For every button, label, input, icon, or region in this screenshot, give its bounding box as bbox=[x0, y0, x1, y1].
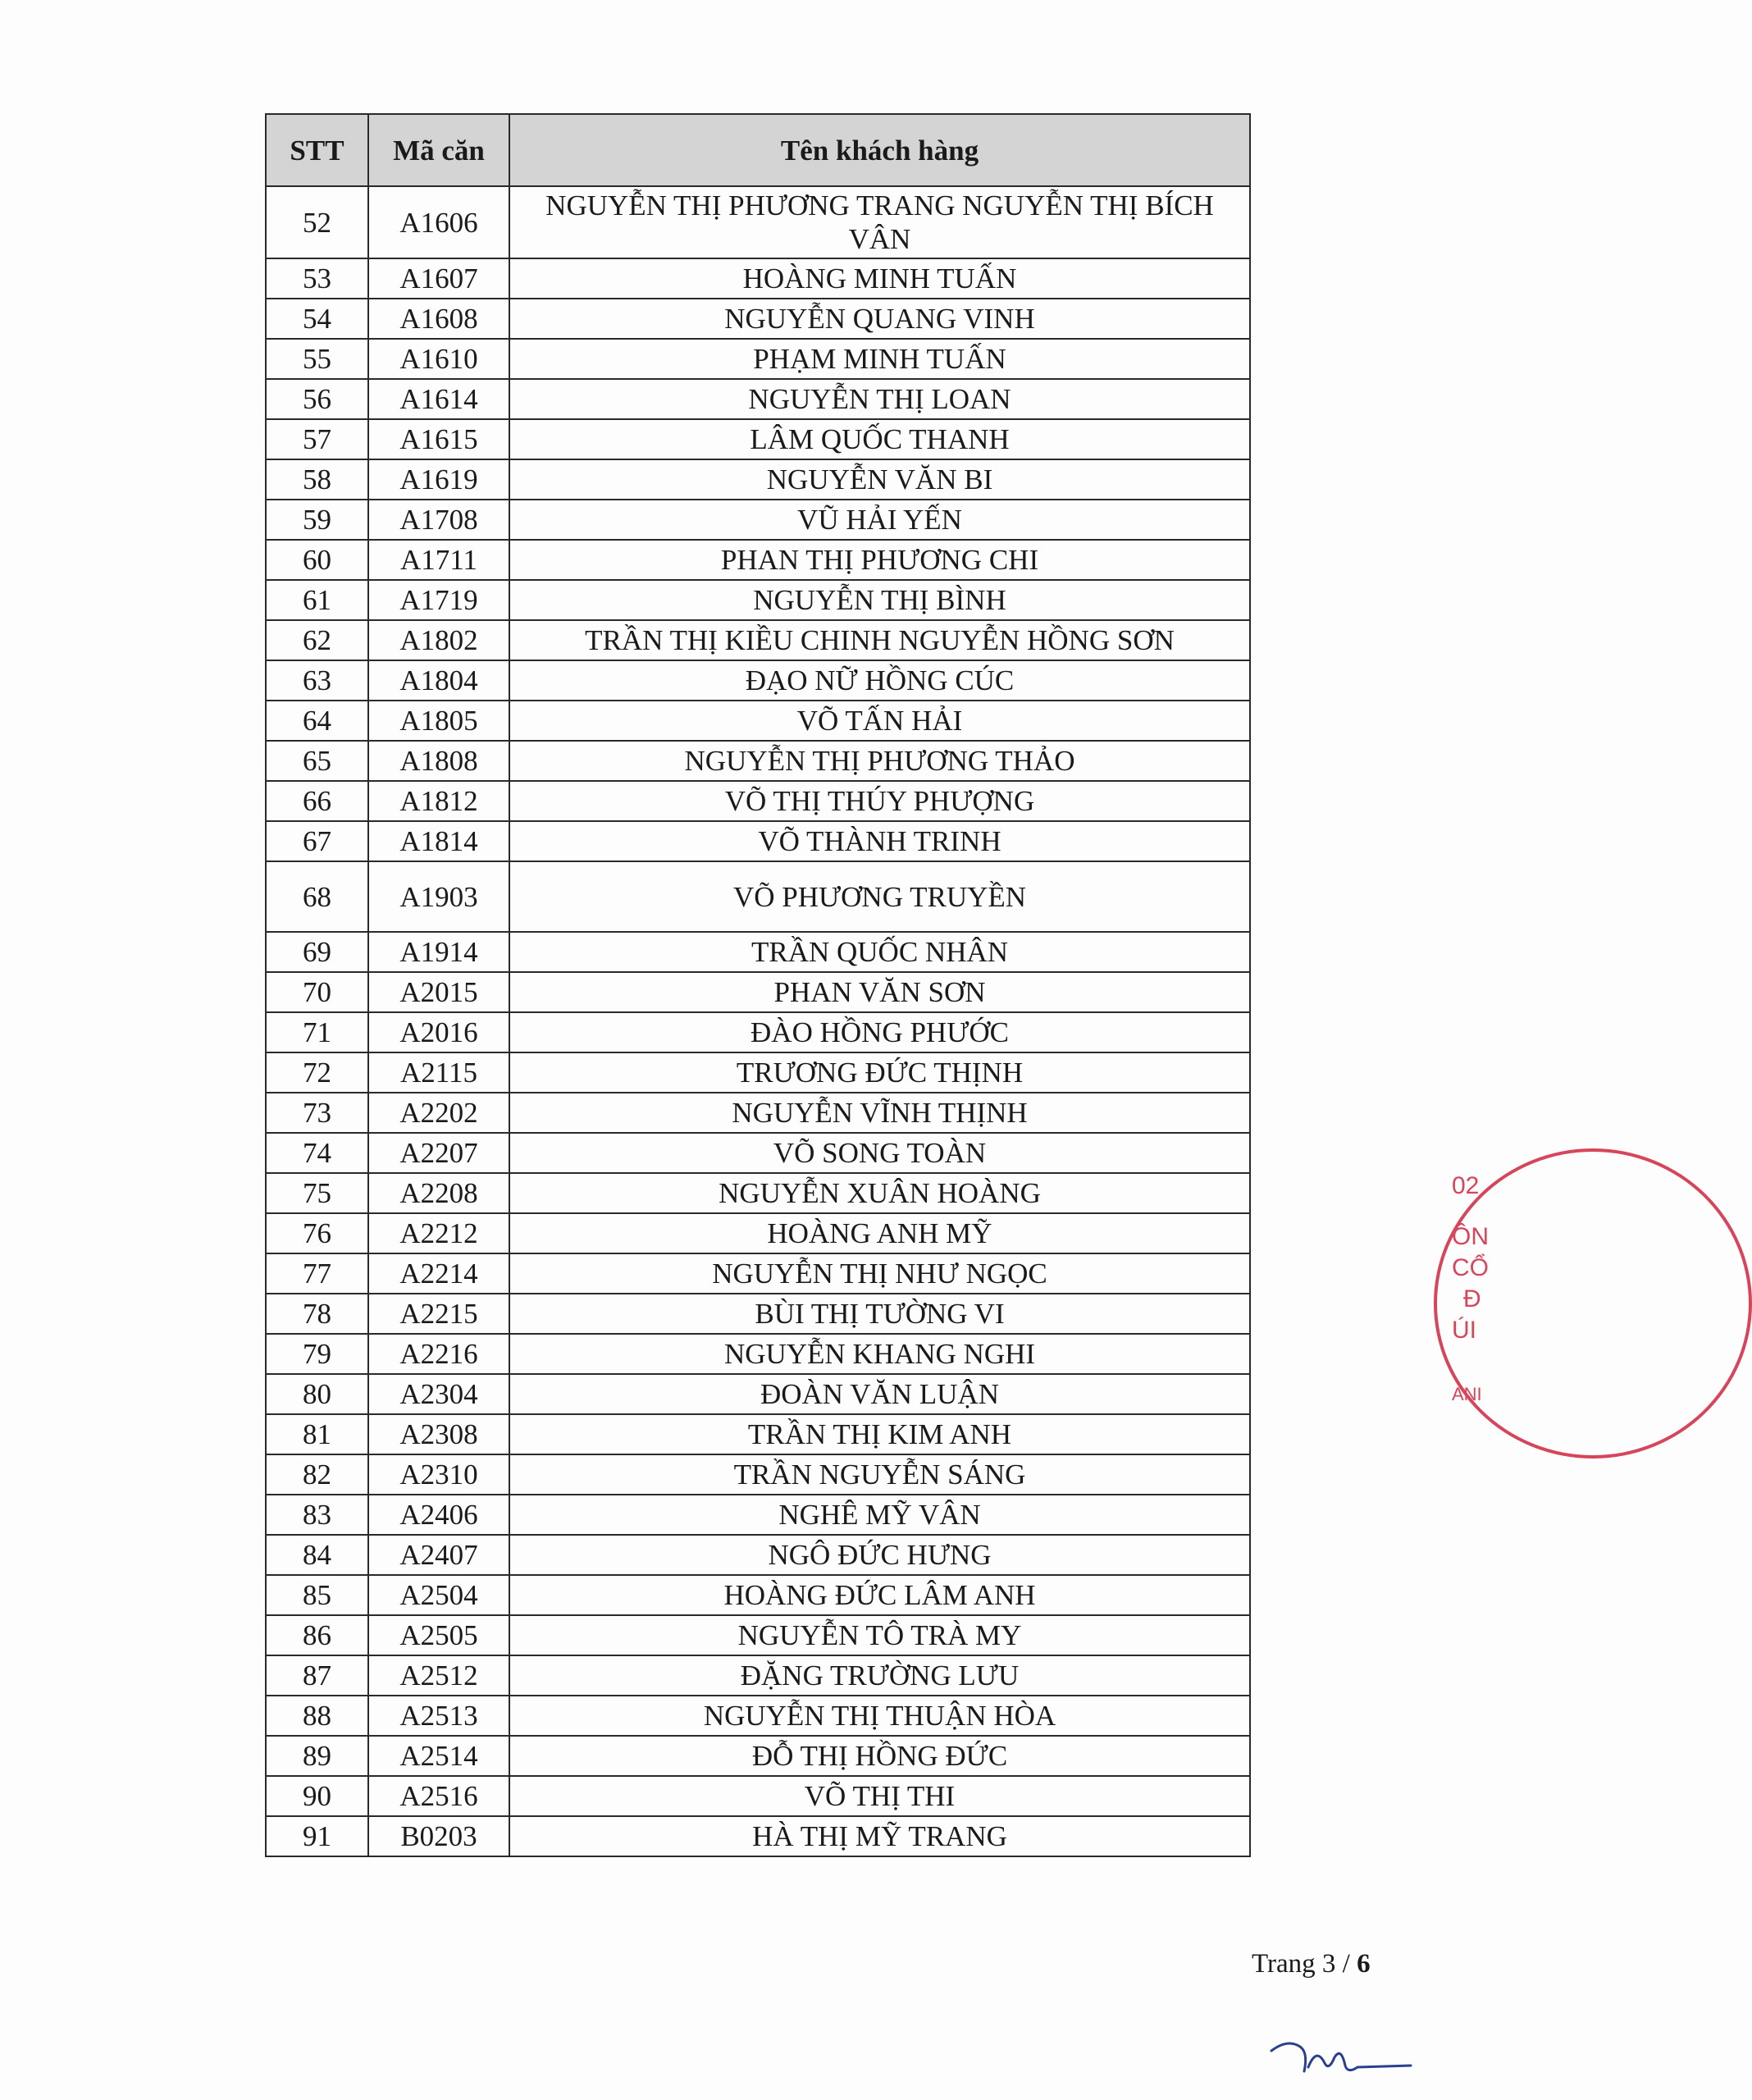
cell-ten-khach-hang: NGUYỄN QUANG VINH bbox=[509, 299, 1250, 339]
cell-ten-khach-hang: VÕ TẤN HẢI bbox=[509, 701, 1250, 741]
cell-stt: 81 bbox=[266, 1414, 368, 1454]
cell-ten-khach-hang: NGUYỄN THỊ PHƯƠNG TRANG NGUYỄN THỊ BÍCH VÂN bbox=[509, 186, 1250, 258]
cell-ten-khach-hang: HOÀNG MINH TUẤN bbox=[509, 258, 1250, 299]
cell-ma-can: A1711 bbox=[368, 540, 509, 580]
cell-stt: 58 bbox=[266, 459, 368, 500]
cell-ten-khach-hang: NGHÊ MỸ VÂN bbox=[509, 1495, 1250, 1535]
cell-stt: 74 bbox=[266, 1133, 368, 1173]
cell-ten-khach-hang: ĐÀO HỒNG PHƯỚC bbox=[509, 1012, 1250, 1052]
table-row bbox=[266, 540, 1250, 580]
cell-ma-can: A1808 bbox=[368, 741, 509, 781]
stamp-text-3: CỔ bbox=[1452, 1254, 1489, 1281]
page-label: Trang 3 / bbox=[1252, 1949, 1350, 1979]
cell-ten-khach-hang: ĐẶNG TRƯỜNG LƯU bbox=[509, 1655, 1250, 1696]
table-row bbox=[266, 781, 1250, 821]
cell-stt: 53 bbox=[266, 258, 368, 299]
cell-ma-can: A1614 bbox=[368, 379, 509, 419]
cell-ten-khach-hang: NGUYỄN VĂN BI bbox=[509, 459, 1250, 500]
cell-stt: 83 bbox=[266, 1495, 368, 1535]
cell-stt: 61 bbox=[266, 580, 368, 620]
cell-stt: 86 bbox=[266, 1615, 368, 1655]
cell-ten-khach-hang: ĐỖ THỊ HỒNG ĐỨC bbox=[509, 1736, 1250, 1776]
cell-stt: 66 bbox=[266, 781, 368, 821]
table-row bbox=[266, 1173, 1250, 1213]
cell-ma-can: A1607 bbox=[368, 258, 509, 299]
table-row bbox=[266, 1454, 1250, 1495]
cell-ma-can: A1719 bbox=[368, 580, 509, 620]
table-row bbox=[266, 1093, 1250, 1133]
cell-stt: 54 bbox=[266, 299, 368, 339]
customer-table-container bbox=[265, 113, 1249, 1857]
cell-stt: 57 bbox=[266, 419, 368, 459]
cell-stt: 72 bbox=[266, 1052, 368, 1093]
table-row bbox=[266, 1615, 1250, 1655]
cell-ma-can: A2310 bbox=[368, 1454, 509, 1495]
cell-stt: 64 bbox=[266, 701, 368, 741]
cell-ma-can: A1619 bbox=[368, 459, 509, 500]
cell-ten-khach-hang: NGUYỄN VĨNH THỊNH bbox=[509, 1093, 1250, 1133]
cell-ma-can: A1914 bbox=[368, 932, 509, 972]
red-seal-stamp bbox=[1434, 1148, 1491, 1452]
stamp-ring bbox=[1434, 1148, 1752, 1459]
cell-ten-khach-hang: VÕ PHƯƠNG TRUYỀN bbox=[509, 861, 1250, 932]
cell-stt: 68 bbox=[266, 861, 368, 932]
cell-ma-can: A2208 bbox=[368, 1173, 509, 1213]
cell-ma-can: A1802 bbox=[368, 620, 509, 660]
cell-stt: 91 bbox=[266, 1816, 368, 1856]
table-row bbox=[266, 459, 1250, 500]
cell-stt: 63 bbox=[266, 660, 368, 701]
table-row bbox=[266, 1374, 1250, 1414]
table-row bbox=[266, 379, 1250, 419]
table-row bbox=[266, 1133, 1250, 1173]
table-row bbox=[266, 1816, 1250, 1856]
cell-ma-can: A2212 bbox=[368, 1213, 509, 1253]
cell-stt: 70 bbox=[266, 972, 368, 1012]
table-row bbox=[266, 1414, 1250, 1454]
cell-ma-can: A2304 bbox=[368, 1374, 509, 1414]
cell-stt: 79 bbox=[266, 1334, 368, 1374]
table-row bbox=[266, 1253, 1250, 1294]
cell-ma-can: A2513 bbox=[368, 1696, 509, 1736]
cell-ten-khach-hang: PHAN VĂN SƠN bbox=[509, 972, 1250, 1012]
cell-ten-khach-hang: NGUYỄN THỊ BÌNH bbox=[509, 580, 1250, 620]
table-row bbox=[266, 1736, 1250, 1776]
cell-ten-khach-hang: VÕ THỊ THÚY PHƯỢNG bbox=[509, 781, 1250, 821]
cell-ten-khach-hang: TRƯƠNG ĐỨC THỊNH bbox=[509, 1052, 1250, 1093]
header-stt: STT bbox=[266, 114, 368, 186]
cell-ten-khach-hang: NGUYỄN THỊ THUẬN HÒA bbox=[509, 1696, 1250, 1736]
cell-ten-khach-hang: TRẦN THỊ KIỀU CHINH NGUYỄN HỒNG SƠN bbox=[509, 620, 1250, 660]
table-row bbox=[266, 660, 1250, 701]
table-row bbox=[266, 1012, 1250, 1052]
cell-stt: 87 bbox=[266, 1655, 368, 1696]
header-ma-can: Mã căn bbox=[368, 114, 509, 186]
cell-stt: 88 bbox=[266, 1696, 368, 1736]
table-row bbox=[266, 972, 1250, 1012]
table-row bbox=[266, 186, 1250, 258]
signature-mark bbox=[1267, 2034, 1415, 2084]
cell-ten-khach-hang: NGUYỄN THỊ NHƯ NGỌC bbox=[509, 1253, 1250, 1294]
table-row bbox=[266, 339, 1250, 379]
cell-stt: 52 bbox=[266, 186, 368, 258]
table-row bbox=[266, 1575, 1250, 1615]
table-row bbox=[266, 1495, 1250, 1535]
stamp-text-5: ÚI bbox=[1452, 1317, 1476, 1344]
table-row bbox=[266, 299, 1250, 339]
cell-ten-khach-hang: NGUYỄN TÔ TRÀ MY bbox=[509, 1615, 1250, 1655]
stamp-text-1: 02 bbox=[1452, 1172, 1480, 1199]
cell-ma-can: A2407 bbox=[368, 1535, 509, 1575]
cell-ma-can: A2216 bbox=[368, 1334, 509, 1374]
cell-ten-khach-hang: ĐOÀN VĂN LUẬN bbox=[509, 1374, 1250, 1414]
cell-stt: 82 bbox=[266, 1454, 368, 1495]
cell-ten-khach-hang: VÕ SONG TOÀN bbox=[509, 1133, 1250, 1173]
table-row bbox=[266, 1052, 1250, 1093]
cell-ma-can: A1606 bbox=[368, 186, 509, 258]
table-row bbox=[266, 741, 1250, 781]
cell-stt: 56 bbox=[266, 379, 368, 419]
cell-ten-khach-hang: NGUYỄN THỊ LOAN bbox=[509, 379, 1250, 419]
cell-stt: 78 bbox=[266, 1294, 368, 1334]
cell-ma-can: A1812 bbox=[368, 781, 509, 821]
cell-stt: 76 bbox=[266, 1213, 368, 1253]
cell-ten-khach-hang: VÕ THỊ THI bbox=[509, 1776, 1250, 1816]
cell-stt: 71 bbox=[266, 1012, 368, 1052]
cell-ten-khach-hang: NGUYỄN XUÂN HOÀNG bbox=[509, 1173, 1250, 1213]
cell-stt: 85 bbox=[266, 1575, 368, 1615]
cell-ma-can: A1804 bbox=[368, 660, 509, 701]
cell-stt: 69 bbox=[266, 932, 368, 972]
table-row bbox=[266, 580, 1250, 620]
table-row bbox=[266, 821, 1250, 861]
table-row bbox=[266, 861, 1250, 932]
cell-ma-can: A2016 bbox=[368, 1012, 509, 1052]
cell-ma-can: A2516 bbox=[368, 1776, 509, 1816]
cell-ten-khach-hang: HÀ THỊ MỸ TRANG bbox=[509, 1816, 1250, 1856]
cell-ten-khach-hang: HOÀNG ĐỨC LÂM ANH bbox=[509, 1575, 1250, 1615]
table-row bbox=[266, 1294, 1250, 1334]
stamp-text-6: ANI bbox=[1452, 1384, 1482, 1404]
total-pages: 6 bbox=[1357, 1949, 1371, 1979]
cell-ten-khach-hang: TRẦN NGUYỄN SÁNG bbox=[509, 1454, 1250, 1495]
table-row bbox=[266, 419, 1250, 459]
cell-ten-khach-hang: PHẠM MINH TUẤN bbox=[509, 339, 1250, 379]
stamp-text-2: ÔN bbox=[1452, 1223, 1489, 1250]
table-row bbox=[266, 258, 1250, 299]
cell-ma-can: A2115 bbox=[368, 1052, 509, 1093]
cell-stt: 84 bbox=[266, 1535, 368, 1575]
cell-ma-can: A2505 bbox=[368, 1615, 509, 1655]
cell-ma-can: A1608 bbox=[368, 299, 509, 339]
table-row bbox=[266, 701, 1250, 741]
cell-ten-khach-hang: ĐẠO NỮ HỒNG CÚC bbox=[509, 660, 1250, 701]
cell-ten-khach-hang: TRẦN THỊ KIM ANH bbox=[509, 1414, 1250, 1454]
cell-stt: 77 bbox=[266, 1253, 368, 1294]
cell-ten-khach-hang: NGUYỄN THỊ PHƯƠNG THẢO bbox=[509, 741, 1250, 781]
cell-ma-can: A2207 bbox=[368, 1133, 509, 1173]
table-row bbox=[266, 620, 1250, 660]
cell-ten-khach-hang: NGÔ ĐỨC HƯNG bbox=[509, 1535, 1250, 1575]
cell-stt: 59 bbox=[266, 500, 368, 540]
cell-ma-can: A2504 bbox=[368, 1575, 509, 1615]
header-ten-khach-hang: Tên khách hàng bbox=[509, 114, 1250, 186]
cell-ma-can: A1814 bbox=[368, 821, 509, 861]
cell-ten-khach-hang: TRẦN QUỐC NHÂN bbox=[509, 932, 1250, 972]
cell-ma-can: A2015 bbox=[368, 972, 509, 1012]
page-number bbox=[1252, 1947, 1371, 1980]
cell-ma-can: A2202 bbox=[368, 1093, 509, 1133]
cell-stt: 90 bbox=[266, 1776, 368, 1816]
cell-ma-can: B0203 bbox=[368, 1816, 509, 1856]
cell-stt: 89 bbox=[266, 1736, 368, 1776]
table-row bbox=[266, 1535, 1250, 1575]
table-row bbox=[266, 500, 1250, 540]
table-body bbox=[266, 186, 1250, 1856]
cell-stt: 75 bbox=[266, 1173, 368, 1213]
cell-ma-can: A1903 bbox=[368, 861, 509, 932]
stamp-text-4: Đ bbox=[1463, 1285, 1481, 1312]
cell-ma-can: A2406 bbox=[368, 1495, 509, 1535]
cell-ma-can: A1615 bbox=[368, 419, 509, 459]
cell-ma-can: A1610 bbox=[368, 339, 509, 379]
cell-ten-khach-hang: BÙI THỊ TƯỜNG VI bbox=[509, 1294, 1250, 1334]
cell-ma-can: A2512 bbox=[368, 1655, 509, 1696]
cell-stt: 65 bbox=[266, 741, 368, 781]
cell-ten-khach-hang: HOÀNG ANH MỸ bbox=[509, 1213, 1250, 1253]
cell-stt: 80 bbox=[266, 1374, 368, 1414]
table-row bbox=[266, 1696, 1250, 1736]
cell-ma-can: A1805 bbox=[368, 701, 509, 741]
cell-ten-khach-hang: LÂM QUỐC THANH bbox=[509, 419, 1250, 459]
cell-ma-can: A1708 bbox=[368, 500, 509, 540]
cell-ten-khach-hang: NGUYỄN KHANG NGHI bbox=[509, 1334, 1250, 1374]
cell-stt: 62 bbox=[266, 620, 368, 660]
cell-ma-can: A2214 bbox=[368, 1253, 509, 1294]
customer-table bbox=[265, 113, 1251, 1857]
cell-ma-can: A2514 bbox=[368, 1736, 509, 1776]
table-row bbox=[266, 1334, 1250, 1374]
cell-ma-can: A2215 bbox=[368, 1294, 509, 1334]
table-row bbox=[266, 1655, 1250, 1696]
cell-ten-khach-hang: VŨ HẢI YẾN bbox=[509, 500, 1250, 540]
table-row bbox=[266, 1213, 1250, 1253]
cell-stt: 67 bbox=[266, 821, 368, 861]
cell-ten-khach-hang: VÕ THÀNH TRINH bbox=[509, 821, 1250, 861]
cell-ten-khach-hang: PHAN THỊ PHƯƠNG CHI bbox=[509, 540, 1250, 580]
cell-ma-can: A2308 bbox=[368, 1414, 509, 1454]
cell-stt: 55 bbox=[266, 339, 368, 379]
cell-stt: 73 bbox=[266, 1093, 368, 1133]
table-header-row bbox=[266, 114, 1250, 186]
cell-stt: 60 bbox=[266, 540, 368, 580]
table-row bbox=[266, 932, 1250, 972]
table-row bbox=[266, 1776, 1250, 1816]
